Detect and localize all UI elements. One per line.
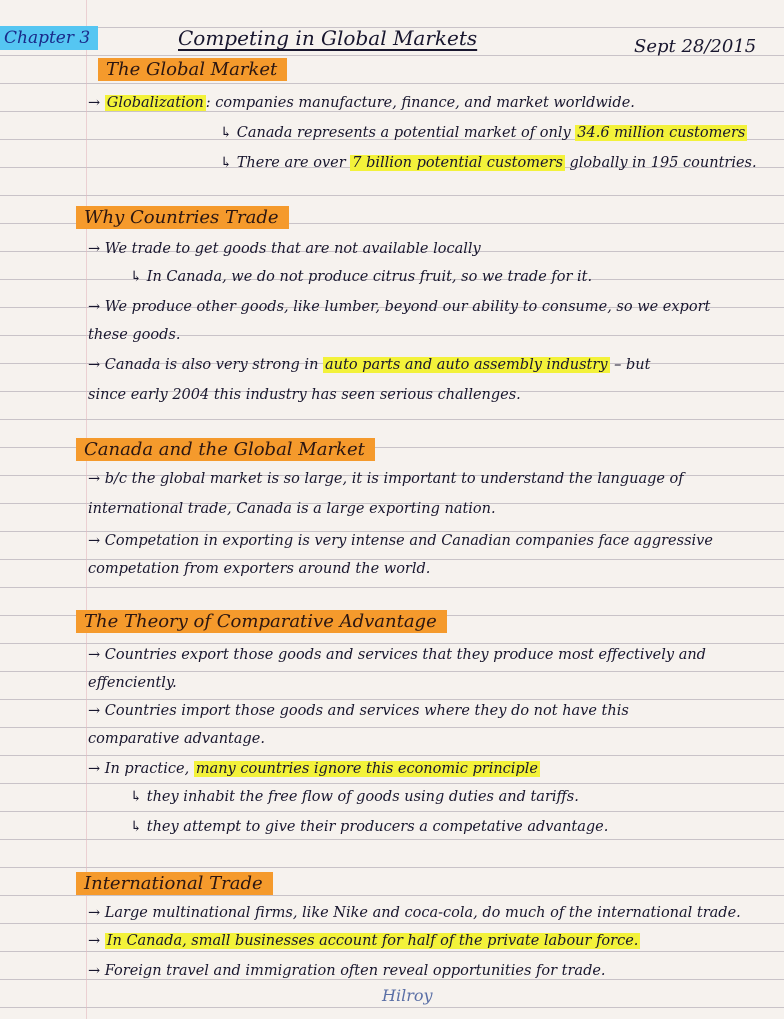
note-line: → Large multinational firms, like Nike and coca-cola, do much of the international trade.	[88, 905, 741, 921]
section-heading: The Global Market	[98, 58, 287, 81]
chapter-label: Chapter 3	[0, 26, 98, 50]
note-line: → We produce other goods, like lumber, beyond our ability to consume, so we export	[88, 299, 711, 315]
note-line: ↳ In Canada, we do not produce citrus fruit, so we trade for it.	[130, 269, 593, 285]
note-line: → Globalization : companies manufacture, finance, and market worldwide.	[88, 95, 635, 111]
section-heading: International Trade	[76, 872, 273, 895]
note-line: → b/c the global market is so large, it is important to understand the language of	[88, 471, 684, 487]
note-line: → Countries import those goods and services where they do not have this	[88, 703, 629, 719]
note-line: ↳ Canada represents a potential market of only 34.6 million customers	[220, 125, 746, 141]
note-line: comparative advantage.	[88, 731, 265, 747]
note-line: since early 2004 this industry has seen serious challenges.	[88, 387, 521, 403]
note-line: → Foreign travel and immigration often reveal opportunities for trade.	[88, 963, 606, 979]
section-heading: Canada and the Global Market	[76, 438, 375, 461]
note-line: competation from exporters around the world.	[88, 561, 431, 577]
note-line: these goods.	[88, 327, 181, 343]
note-line: international trade, Canada is a large exporting nation.	[88, 501, 496, 517]
section-heading: Why Countries Trade	[76, 206, 289, 229]
note-line: effenciently.	[88, 675, 177, 691]
note-line: → Canada is also very strong in auto parts and auto assembly industry – but	[88, 357, 651, 373]
section-heading: The Theory of Comparative Advantage	[76, 610, 447, 633]
notebook-brand-logo: Hilroy	[382, 986, 433, 1005]
page-title: Competing in Global Markets	[178, 26, 478, 50]
note-line: → In practice, many countries ignore this economic principle	[88, 761, 538, 777]
note-line: → Competation in exporting is very intense and Canadian companies face aggressive	[88, 533, 713, 549]
note-line: → Countries export those goods and services that they produce most effectively and	[88, 647, 706, 663]
note-line: → In Canada, small businesses account for half of the private labour force.	[88, 933, 639, 949]
note-line: → We trade to get goods that are not available locally	[88, 241, 481, 257]
note-line: ↳ they attempt to give their producers a competative advantage.	[130, 819, 609, 835]
margin-line	[86, 0, 87, 1019]
date-label: Sept 28/2015	[634, 36, 757, 57]
note-line: ↳ they inhabit the free flow of goods using duties and tariffs.	[130, 789, 579, 805]
note-line: ↳ There are over 7 billion potential customers globally in 195 countries.	[220, 155, 757, 171]
